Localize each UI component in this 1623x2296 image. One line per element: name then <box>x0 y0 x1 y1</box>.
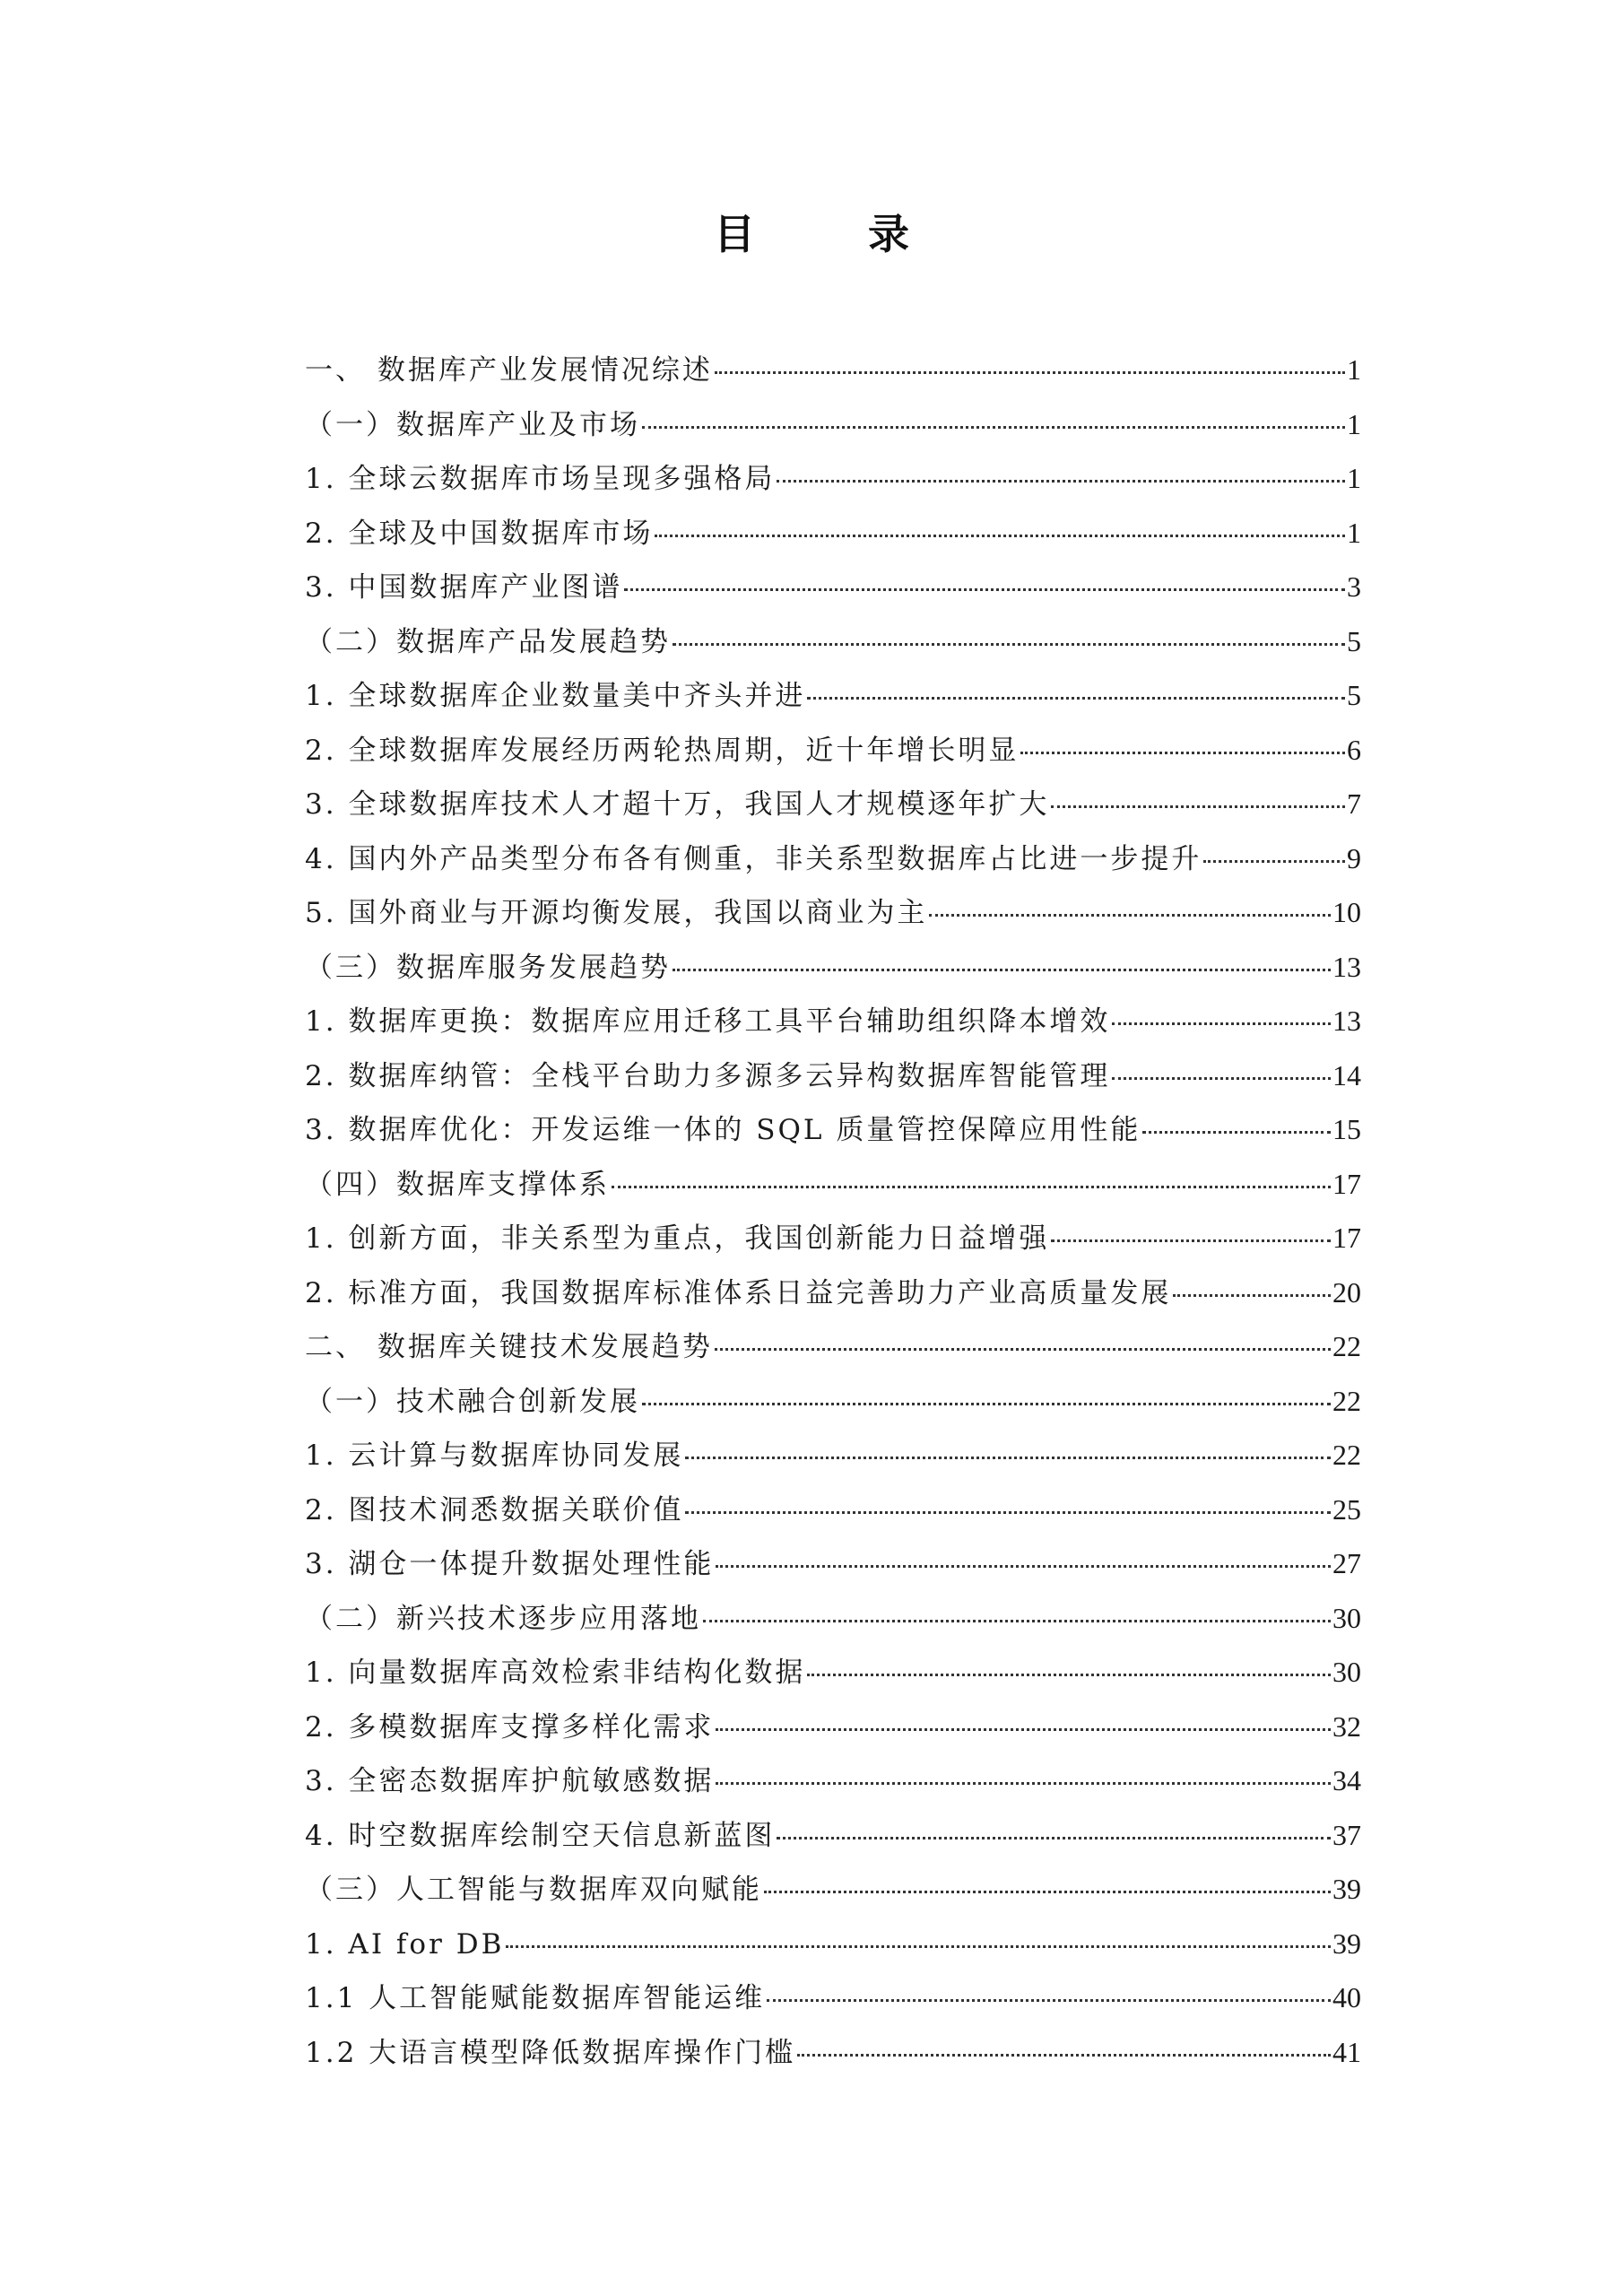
dot-leader <box>1020 752 1345 754</box>
toc-page-number: 5 <box>1347 679 1361 711</box>
toc-page-number: 32 <box>1332 1709 1361 1743</box>
dot-leader <box>715 1348 1331 1351</box>
dot-leader <box>703 1620 1331 1622</box>
toc-page-number: 14 <box>1332 1058 1361 1091</box>
dot-leader <box>764 1891 1331 1893</box>
dot-leader <box>612 1186 1331 1188</box>
toc-page-number: 13 <box>1332 950 1361 983</box>
toc-entry-title: 1.1 人工智能赋能数据库智能运维 <box>305 1982 766 2014</box>
toc-entry[interactable] <box>305 940 1361 995</box>
toc-entry-title: 1.2 大语言模型降低数据库操作门槛 <box>305 2036 796 2069</box>
toc-entry-title: 1. 向量数据库高效检索非结构化数据 <box>305 1657 806 1689</box>
toc-entry[interactable] <box>305 885 1361 940</box>
toc-entry[interactable] <box>305 1536 1361 1591</box>
toc-entry-title: 1. AI for DB <box>305 1927 505 1961</box>
toc-page-number: 1 <box>1347 407 1361 440</box>
toc-entry[interactable] <box>305 1319 1361 1374</box>
dot-leader <box>716 1728 1331 1731</box>
toc-entry-title: 1. 全球数据库企业数量美中齐头并进 <box>305 680 806 712</box>
dot-leader <box>777 1837 1331 1839</box>
toc-page-number: 30 <box>1332 1601 1361 1634</box>
toc-page-number: 39 <box>1332 1873 1361 1905</box>
toc-entry-title: 4. 时空数据库绘制空天信息新蓝图 <box>305 1819 776 1852</box>
toc-entry-title: （四）数据库支撑体系 <box>305 1168 610 1201</box>
toc-entry[interactable] <box>305 777 1361 831</box>
toc-entry-title: 3. 全密态数据库护航敏感数据 <box>305 1765 715 1797</box>
dot-leader <box>642 1403 1331 1405</box>
dot-leader <box>685 1511 1331 1514</box>
toc-entry[interactable] <box>305 1374 1361 1429</box>
toc-entry-title: 1. 创新方面，非关系型为重点，我国创新能力日益增强 <box>305 1222 1050 1255</box>
toc-entry-title: 2. 图技术洞悉数据关联价值 <box>305 1493 684 1526</box>
dot-leader <box>767 1999 1331 2002</box>
toc-page-number: 10 <box>1332 896 1361 928</box>
toc-page-number: 1 <box>1347 462 1361 494</box>
toc-entry[interactable] <box>305 1917 1361 1971</box>
toc-entry-title: 1. 全球云数据库市场呈现多强格局 <box>305 463 776 495</box>
toc-entry[interactable] <box>305 343 1361 397</box>
toc-page-number: 7 <box>1347 787 1361 820</box>
toc-page-number: 1 <box>1347 353 1361 386</box>
dot-leader <box>1203 860 1345 863</box>
dot-leader <box>655 535 1345 537</box>
dot-leader <box>929 914 1331 917</box>
toc-entry-title: 2. 数据库纳管：全栈平台助力多源多云异构数据库智能管理 <box>305 1059 1111 1092</box>
toc-page-number: 39 <box>1332 1926 1361 1960</box>
toc-page-number: 25 <box>1332 1492 1361 1526</box>
toc-entry-title: 4. 国内外产品类型分布各有侧重，非关系型数据库占比进一步提升 <box>305 842 1202 875</box>
toc-entry[interactable] <box>305 506 1361 561</box>
toc-entry-title: 3. 全球数据库技术人才超十万，我国人才规模逐年扩大 <box>305 788 1050 821</box>
toc-entry-title: 1. 云计算与数据库协同发展 <box>305 1439 684 1472</box>
dot-leader <box>1112 1077 1331 1080</box>
dot-leader <box>807 697 1345 700</box>
toc-entry[interactable] <box>305 1808 1361 1863</box>
toc-page-number: 15 <box>1332 1113 1361 1145</box>
toc-entry-title: 3. 湖仓一体提升数据处理性能 <box>305 1548 715 1580</box>
toc-entry[interactable] <box>305 397 1361 452</box>
toc-page-number: 17 <box>1332 1167 1361 1200</box>
toc-page-number: 40 <box>1332 1981 1361 2013</box>
toc-entry-title: 一、 数据库产业发展情况综述 <box>305 354 713 387</box>
toc-entry-title: 5. 国外商业与开源均衡发展，我国以商业为主 <box>305 897 928 929</box>
toc-entry[interactable] <box>305 1862 1361 1917</box>
toc-entry[interactable] <box>305 1645 1361 1700</box>
toc-entry[interactable] <box>305 1970 1361 2025</box>
dot-leader <box>777 480 1345 483</box>
dot-leader <box>716 1565 1331 1568</box>
toc-page-number: 30 <box>1332 1656 1361 1688</box>
dot-leader <box>685 1457 1331 1459</box>
toc-entry[interactable] <box>305 1483 1361 1537</box>
toc-page-number: 1 <box>1347 516 1361 549</box>
toc-entry[interactable] <box>305 1428 1361 1483</box>
toc-entry-title: 2. 全球数据库发展经历两轮热周期，近十年增长明显 <box>305 734 1020 767</box>
toc-entry[interactable] <box>305 451 1361 506</box>
dot-leader <box>1173 1294 1331 1297</box>
toc-page-number: 22 <box>1332 1439 1361 1471</box>
toc-entry-title: 2. 全球及中国数据库市场 <box>305 517 654 550</box>
toc-entry[interactable] <box>305 1211 1361 1265</box>
dot-leader <box>715 371 1345 374</box>
toc-entry[interactable] <box>305 994 1361 1048</box>
toc-page-number: 20 <box>1332 1275 1361 1309</box>
dot-leader <box>1142 1131 1331 1134</box>
toc-entry[interactable] <box>305 2025 1361 2080</box>
toc-page-number: 34 <box>1332 1764 1361 1796</box>
toc-entry[interactable] <box>305 1753 1361 1808</box>
toc-entry-title: 3. 中国数据库产业图谱 <box>305 571 623 604</box>
toc-page-number: 27 <box>1332 1547 1361 1579</box>
toc-list <box>305 343 1361 2079</box>
toc-entry[interactable] <box>305 668 1361 723</box>
toc-page-number: 22 <box>1332 1384 1361 1417</box>
toc-page-number: 22 <box>1332 1330 1361 1362</box>
toc-entry-title: 2. 多模数据库支撑多样化需求 <box>305 1710 715 1744</box>
dot-leader <box>673 969 1331 971</box>
toc-entry[interactable] <box>305 1700 1361 1754</box>
toc-entry-title: （三）人工智能与数据库双向赋能 <box>305 1874 762 1906</box>
toc-entry[interactable] <box>305 831 1361 886</box>
toc-entry[interactable] <box>305 1157 1361 1212</box>
toc-page-number: 37 <box>1332 1818 1361 1851</box>
toc-title: 目 录 <box>714 210 945 258</box>
toc-page-number: 9 <box>1347 841 1361 874</box>
toc-page-number: 41 <box>1332 2035 1361 2068</box>
toc-page-number: 13 <box>1332 1004 1361 1037</box>
dot-leader <box>1051 805 1345 808</box>
dot-leader <box>1051 1239 1331 1242</box>
toc-entry-title: （二）数据库产品发展趋势 <box>305 625 671 658</box>
toc-entry-title: 3. 数据库优化：开发运维一体的 SQL 质量管控保障应用性能 <box>305 1114 1141 1146</box>
dot-leader <box>624 588 1345 591</box>
toc-entry-title: （三）数据库服务发展趋势 <box>305 951 671 984</box>
toc-page-number: 6 <box>1347 733 1361 766</box>
toc-entry-title: （一）技术融合创新发展 <box>305 1385 640 1418</box>
toc-entry-title: 1. 数据库更换：数据库应用迁移工具平台辅助组织降本增效 <box>305 1005 1111 1038</box>
toc-entry[interactable] <box>305 723 1361 778</box>
toc-entry[interactable] <box>305 1048 1361 1103</box>
toc-entry-title: 2. 标准方面，我国数据库标准体系日益完善助力产业高质量发展 <box>305 1276 1172 1309</box>
toc-entry[interactable] <box>305 1591 1361 1646</box>
toc-entry[interactable] <box>305 1265 1361 1320</box>
dot-leader <box>642 426 1345 429</box>
dot-leader <box>716 1782 1331 1785</box>
toc-page-number: 5 <box>1347 624 1361 657</box>
toc-entry[interactable] <box>305 1102 1361 1157</box>
dot-leader <box>506 1945 1331 1948</box>
toc-entry-title: （一）数据库产业及市场 <box>305 408 640 441</box>
toc-entry-title: 二、 数据库关键技术发展趋势 <box>305 1331 713 1363</box>
toc-page-number: 17 <box>1332 1222 1361 1254</box>
toc-entry[interactable] <box>305 614 1361 669</box>
dot-leader <box>673 643 1345 646</box>
toc-entry-title: （二）新兴技术逐步应用落地 <box>305 1602 701 1635</box>
dot-leader <box>797 2054 1331 2057</box>
toc-page-number: 3 <box>1347 570 1361 603</box>
dot-leader <box>1112 1022 1331 1025</box>
toc-entry[interactable] <box>305 560 1361 614</box>
dot-leader <box>807 1674 1331 1676</box>
